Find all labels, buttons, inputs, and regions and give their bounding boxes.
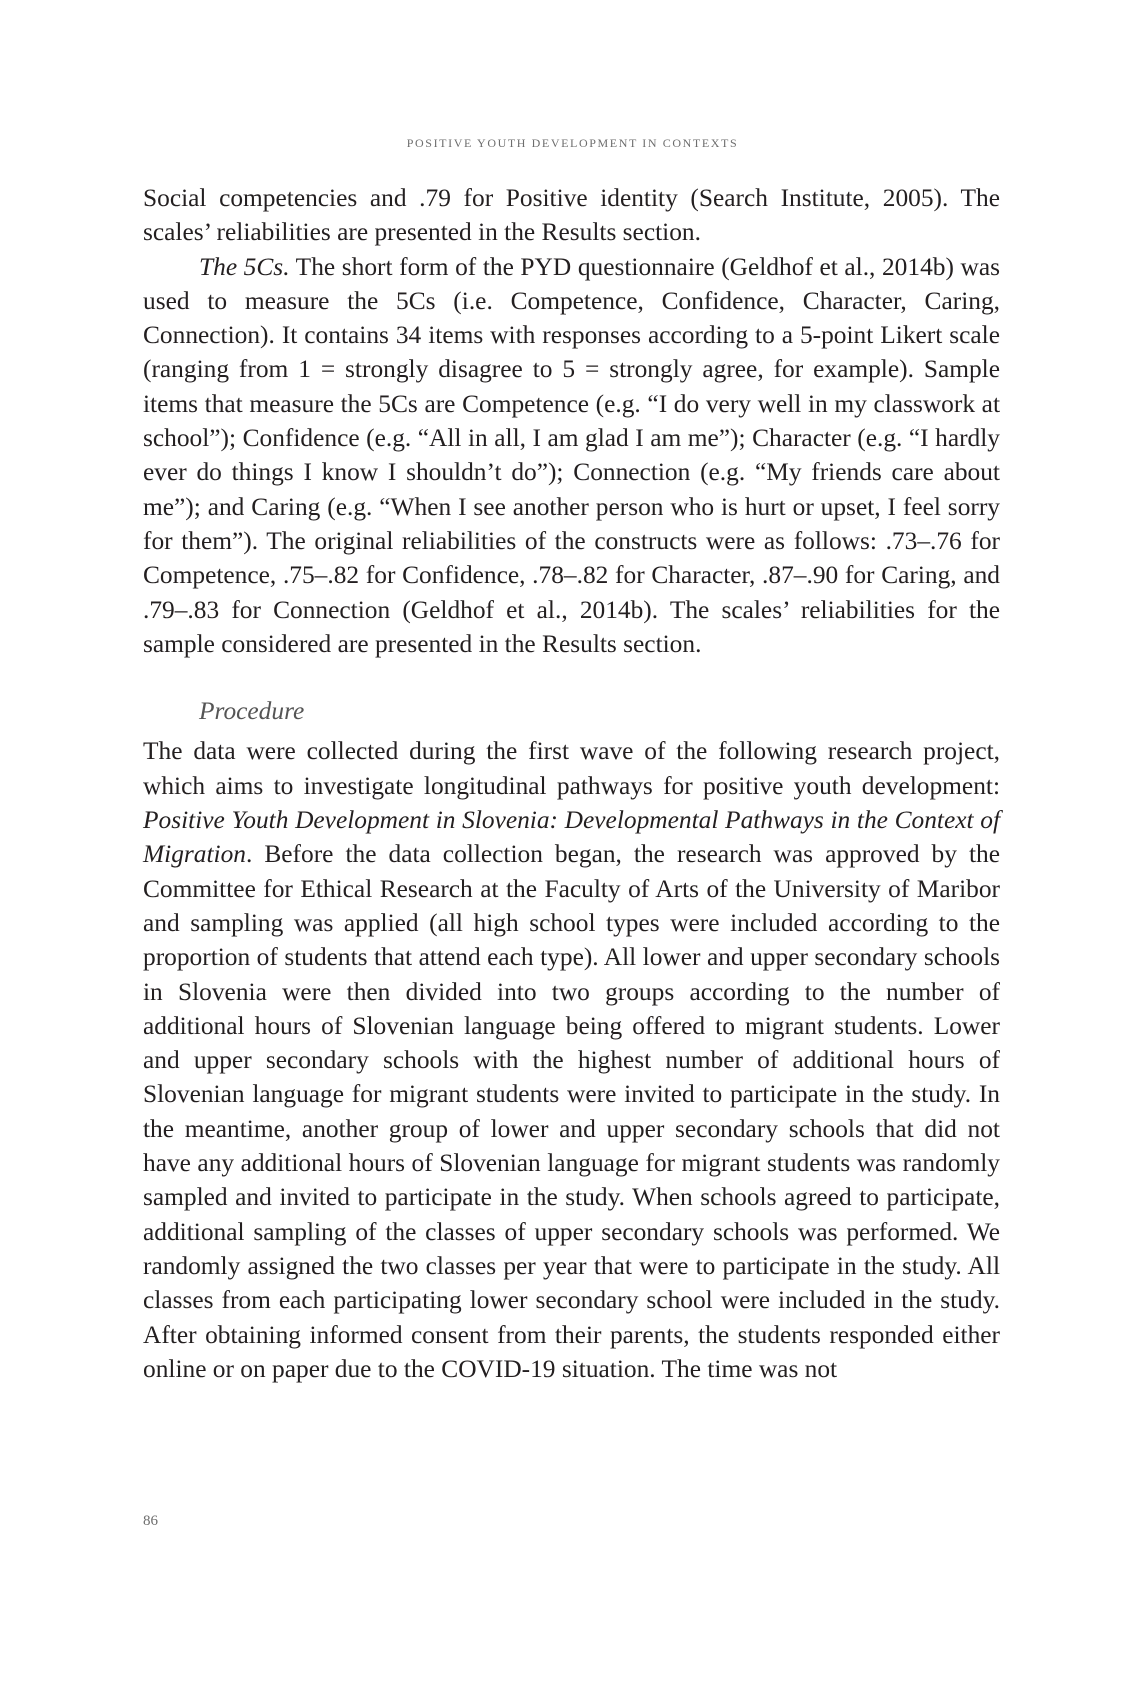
paragraph-5cs-text: The short form of the PYD questionnaire (Geldhof et al., 2014b) was used to measure the 5Cs (i.e. Competence, Confidence, Character, Caring, Connection). It contains 34 items with responses according to a 5-point Likert scale (ranging from 1 = strongly disagree to 5 = strongly agree, for example). Sample items that measure the 5Cs are Competence (e.g. “I do very well in my classwork at school”); Confidence (e.g. “All in all, I am glad I am me”); Character (e.g. “I hardly ever do things I know I shouldn’t do”); Connection (e.g. “My friends care about me”); and Caring (e.g. “When I see another person who is hurt or upset, I feel sorry for them”). The original reliabilities of the constructs were as follows: .73–.76 for Competence, .75–.82 for Confidence, .78–.82 for Character, .87–.90 for Caring, and .79–.83 for Connection (Geldhof et al., 2014b). The scales’ reliabilities for the sample considered are presented in the Results section.	[143, 252, 1000, 658]
paragraph-procedure-start: The data were collected during the first wave of the following research project, which aims to investigate longitudinal pathways for positive youth development:	[143, 737, 1000, 800]
paragraph-lead-in: The 5Cs.	[199, 252, 290, 281]
paragraph-procedure	[143, 734, 1000, 1386]
project-title: Positive Youth Development in Slovenia: Developmental Pathways in the Context of Migration	[143, 806, 1000, 869]
paragraph-procedure-rest: . Before the data collection began, the research was approved by the Committee for Ethical Research at the Faculty of Arts of the University of Maribor and sampling was applied (all high school types were included according to the proportion of students that attend each type). All lower and upper secondary schools in Slovenia were then divided into two groups according to the number of additional hours of Slovenian language being offered to migrant students. Lower and upper secondary schools with the highest number of additional hours of Slovenian language for migrant students were invited to participate in the study. In the meantime, another group of lower and upper secondary schools that did not have any additional hours of Slovenian language for migrant students was randomly sampled and invited to participate in the study. When schools agreed to participate, additional sampling of the classes of upper secondary schools was performed. We randomly assigned the two classes per year that were to participate in the study. All classes from each participating lower secondary school were included in the study. After obtaining informed consent from their parents, the students responded either online or on paper due to the COVID-19 situation. The time was not	[143, 840, 1000, 1383]
running-head: POSITIVE YOUTH DEVELOPMENT IN CONTEXTS	[406, 136, 739, 150]
paragraph-5cs	[143, 250, 1000, 662]
section-heading-procedure: Procedure	[199, 697, 305, 726]
page-number: 86	[143, 1513, 158, 1529]
paragraph-continued: Social competencies and .79 for Positive identity (Search Institute, 2005). The scales’ reliabilities are presented in the Results section.	[143, 184, 1000, 247]
body-text	[143, 181, 1000, 1386]
